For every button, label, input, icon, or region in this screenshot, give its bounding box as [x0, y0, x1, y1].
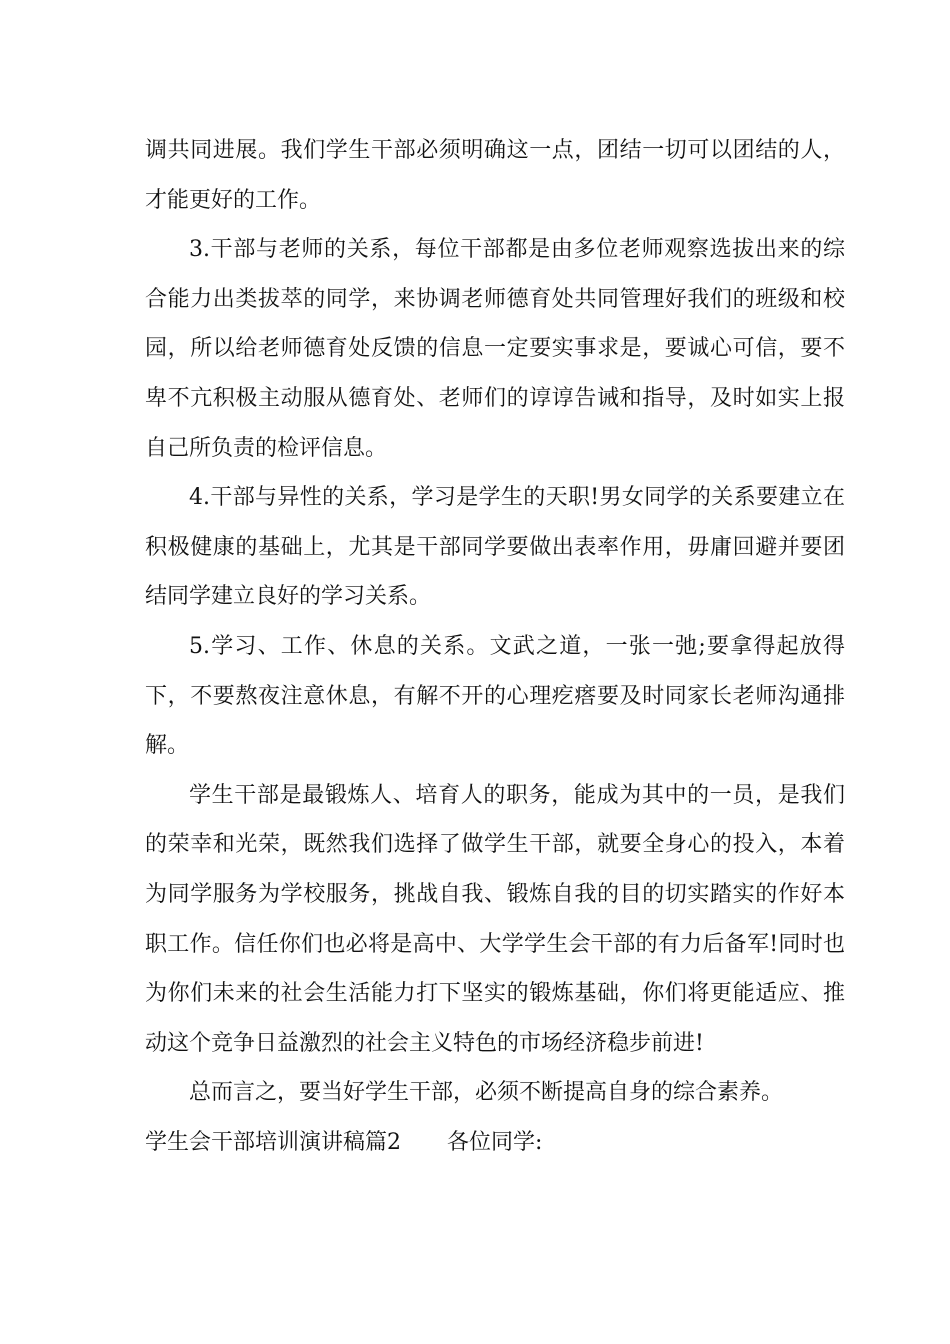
paragraph-gender-relation: 4.干部与异性的关系，学习是学生的天职!男女同学的关系要建立在积极健康的基础上，尤其是干部同学要做出表率作用，毋庸回避并要团结同学建立良好的学习关系。: [145, 485, 845, 610]
document-body: [145, 126, 845, 1167]
paragraph-conclusion: 总而言之，要当好学生干部，必须不断提高自身的综合素养。: [189, 1080, 784, 1106]
section-greeting: 各位同学:: [447, 1129, 543, 1155]
paragraph-continuation: 调共同进展。我们学生干部必须明确这一点，团结一切可以团结的人，才能更好的工作。: [145, 138, 845, 213]
paragraph-teacher-relation: 3.干部与老师的关系，每位干部都是由多位老师观察选拔出来的综合能力出类拔萃的同学，来协调老师德育处共同管理好我们的班级和校园，所以给老师德育处反馈的信息一定要实事求是，要诚心可信，要不卑不亢积极主动服从德育处、老师们的谆谆告诫和指导，及时如实上报自己所负责的检评信息。: [145, 237, 845, 461]
paragraph-study-work-rest: 5.学习、工作、休息的关系。文武之道，一张一弛;要拿得起放得下，不要熬夜注意休息，有解不开的心理疙瘩要及时同家长老师沟通排解。: [145, 633, 845, 759]
next-section-line: [145, 1118, 845, 1168]
paragraph-student-cadre: 学生干部是最锻炼人、培育人的职务，能成为其中的一员，是我们的荣幸和光荣，既然我们选择了做学生干部，就要全身心的投入，本着为同学服务为学校服务，挑战自我、锻炼自我的目的切实踏实的作好本职工作。信任你们也必将是高中、大学学生会干部的有力后备军!同时也为你们未来的社会生活能力打下坚实的锻炼基础，你们将更能适应、推动这个竞争日益激烈的社会主义特色的市场经济稳步前进!: [145, 782, 845, 1056]
section-title: 学生会干部培训演讲稿篇2: [145, 1129, 401, 1155]
